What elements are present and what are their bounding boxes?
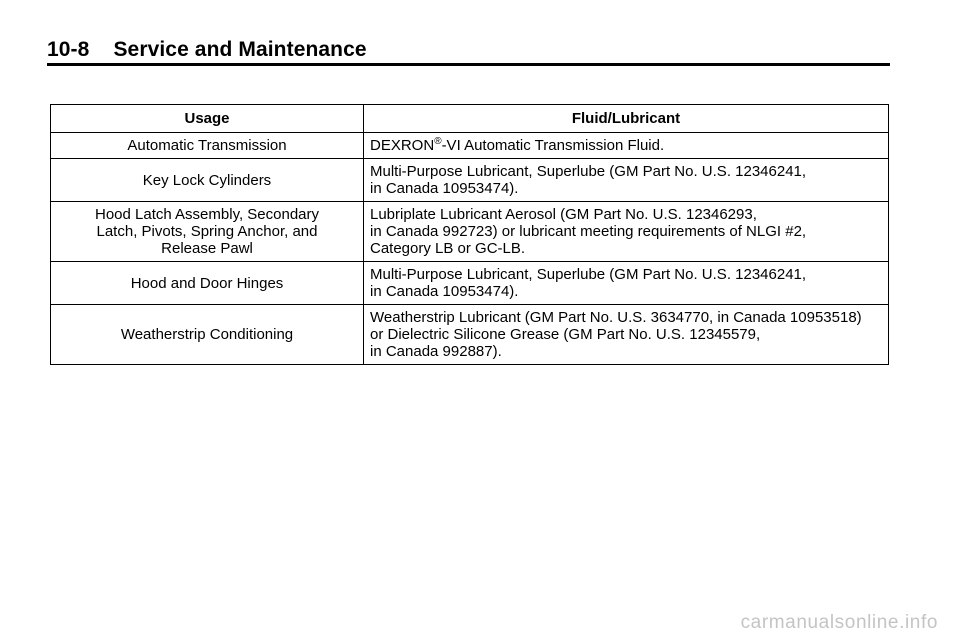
usage-cell <box>51 305 364 365</box>
table-row <box>51 159 889 202</box>
fluid-text: Multi-Purpose Lubricant, Superlube (GM Part No. U.S. 12346241, in Canada 10953474). <box>370 163 807 197</box>
fluid-cell <box>364 159 889 202</box>
fluid-cell <box>364 202 889 262</box>
usage-text: Weatherstrip Conditioning <box>120 326 294 343</box>
watermark: carmanualsonline.info <box>740 612 938 633</box>
page-header <box>47 38 890 66</box>
usage-cell <box>51 262 364 305</box>
usage-text: Key Lock Cylinders <box>142 171 272 189</box>
fluid-cell <box>364 305 889 365</box>
table-row <box>51 202 889 262</box>
fluid-text-post: -VI Automatic Transmission Fluid. <box>441 137 665 154</box>
fluid-cell <box>364 262 889 305</box>
table-row <box>51 262 889 305</box>
fluid-text: Weatherstrip Lubricant (GM Part No. U.S. 3634770, in Canada 10953518) or Dielectric Silicone Grease (GM Part No. U.S. 12345579, in Canada 992887). <box>370 309 862 360</box>
usage-cell <box>51 159 364 202</box>
usage-text: Automatic Transmission <box>127 137 287 154</box>
fluid-cell <box>364 133 889 159</box>
usage-cell <box>51 202 364 262</box>
usage-cell <box>51 133 364 159</box>
column-header-usage: Usage <box>51 105 364 133</box>
header-title <box>47 38 367 62</box>
table-row <box>51 305 889 365</box>
usage-text: Hood and Door Hinges <box>130 274 284 292</box>
table-row <box>51 133 889 159</box>
fluid-text-pre: DEXRON <box>370 137 435 154</box>
registered-mark: ® <box>434 136 442 147</box>
section-title: Service and Maintenance <box>113 38 367 61</box>
table-header-row <box>51 105 889 133</box>
fluid-text: Lubriplate Lubricant Aerosol (GM Part No. U.S. 12346293, in Canada 992723) or lubricant meeting requirements of NLGI #2, Category LB or GC-LB. <box>370 206 807 257</box>
column-header-fluid: Fluid/Lubricant <box>364 105 889 133</box>
usage-text: Hood Latch Assembly, Secondary Latch, Pivots, Spring Anchor, and Release Pawl <box>94 206 319 257</box>
page-number: 10-8 <box>47 38 90 61</box>
lubricant-table <box>50 104 889 365</box>
fluid-text: Multi-Purpose Lubricant, Superlube (GM Part No. U.S. 12346241, in Canada 10953474). <box>370 266 807 300</box>
